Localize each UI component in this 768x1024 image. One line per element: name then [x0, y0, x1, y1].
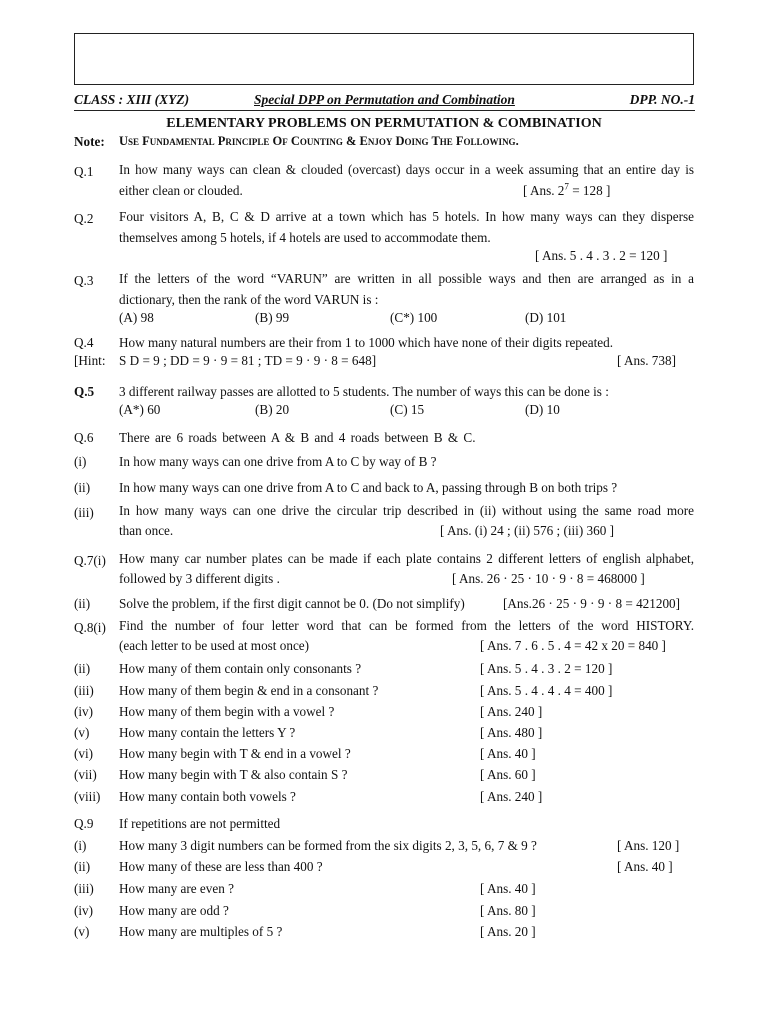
- q1-line2: either clean or clouded.: [119, 183, 243, 198]
- q2-number: Q.2: [74, 211, 94, 226]
- q3-line1: If the letters of the word “VARUN” are written in all possible ways and then are arranged as in a: [119, 271, 694, 286]
- q6-part-num: (i): [74, 454, 87, 469]
- q9-part-num: (i): [74, 838, 87, 853]
- dpp-title: Special DPP on Permutation and Combination: [254, 92, 515, 107]
- q8-part-text: How many of them begin with a vowel ?: [119, 704, 335, 719]
- q5-number: Q.5: [74, 384, 95, 399]
- q8-part-answer: [ Ans. 5 . 4 . 4 . 4 = 400 ]: [480, 683, 613, 698]
- q4-answer: [ Ans. 738]: [617, 353, 676, 368]
- q9-part-text: How many are odd ?: [119, 903, 229, 918]
- q8-part-num: (iv): [74, 704, 94, 719]
- q8-part-text: How many begin with T & end in a vowel ?: [119, 746, 351, 761]
- q6-line-cont: than once.: [119, 523, 174, 538]
- q9-part-answer: [ Ans. 40 ]: [480, 881, 536, 896]
- q9-part-text: How many of these are less than 400 ?: [119, 859, 323, 874]
- q4-line1: How many natural numbers are their from 1 to 1000 which have none of their digits repeated.: [119, 335, 614, 350]
- q9-number: Q.9: [74, 816, 94, 831]
- q7-line3: Solve the problem, if the first digit cannot be 0. (Do not simplify): [119, 596, 465, 611]
- q8-answer-1: [ Ans. 7 . 6 . 5 . 4 = 42 x 20 = 840 ]: [480, 638, 666, 653]
- q3-option-b: (B) 99: [255, 310, 290, 325]
- q8-part-text: How many contain both vowels ?: [119, 789, 296, 804]
- q8-part-num: (viii): [74, 789, 101, 804]
- q8-part-text: How many of them begin & end in a consonant ?: [119, 683, 379, 698]
- q8-part-num: (iii): [74, 683, 94, 698]
- header-blank-box: [74, 33, 694, 85]
- q7-number: Q.7(i): [74, 553, 106, 568]
- q5-line1: 3 different railway passes are allotted to 5 students. The number of ways this can be done is :: [119, 384, 609, 399]
- q8-part-text: How many begin with T & also contain S ?: [119, 767, 348, 782]
- q5-option-d: (D) 10: [525, 402, 560, 417]
- q6-part-text: In how many ways can one drive from A to C and back to A, passing through B on both trips ?: [119, 480, 618, 495]
- q8-part-answer: [ Ans. 240 ]: [480, 704, 543, 719]
- q9-part-num: (ii): [74, 859, 91, 874]
- q8-part-answer: [ Ans. 40 ]: [480, 746, 536, 761]
- q8-part-num: (v): [74, 725, 90, 740]
- class-label: CLASS : XIII (XYZ): [74, 92, 190, 107]
- q9-part-answer: [ Ans. 80 ]: [480, 903, 536, 918]
- q6-part-num: (ii): [74, 480, 91, 495]
- q9-part-num: (v): [74, 924, 90, 939]
- q8-part-answer: [ Ans. 60 ]: [480, 767, 536, 782]
- q3-line2: dictionary, then the rank of the word VARUN is :: [119, 292, 379, 307]
- q6-part-text: In how many ways can one drive the circular trip described in (ii) without using the same road more: [119, 503, 694, 518]
- q8-part-text: How many contain the letters Y ?: [119, 725, 296, 740]
- q8-line2: (each letter to be used at most once): [119, 638, 310, 653]
- q9-part-answer: [ Ans. 20 ]: [480, 924, 536, 939]
- q5-option-c: (C) 15: [390, 402, 425, 417]
- q6-line1: There are 6 roads between A & B and 4 roads between B & C.: [119, 430, 476, 445]
- q7-part-num: (ii): [74, 596, 91, 611]
- q3-option-d: (D) 101: [525, 310, 567, 325]
- q9-part-text: How many 3 digit numbers can be formed from the six digits 2, 3, 5, 6, 7 & 9 ?: [119, 838, 537, 853]
- q2-line2: themselves among 5 hotels, if 4 hotels are used to accommodate them.: [119, 230, 491, 245]
- note-label: Note:: [74, 134, 105, 149]
- q3-option-a: (A) 98: [119, 310, 154, 325]
- q8-part-answer: [ Ans. 480 ]: [480, 725, 543, 740]
- q8-part-num: (ii): [74, 661, 91, 676]
- q8-part-answer: [ Ans. 240 ]: [480, 789, 543, 804]
- q6-part-num: (iii): [74, 505, 94, 520]
- q8-part-answer: [ Ans. 5 . 4 . 3 . 2 = 120 ]: [480, 661, 613, 676]
- q6-part-text: In how many ways can one drive from A to C by way of B ?: [119, 454, 437, 469]
- q6-answer: [ Ans. (i) 24 ; (ii) 576 ; (iii) 360 ]: [440, 523, 614, 538]
- q7-answer-2: [Ans.26 · 25 · 9 · 9 · 8 = 421200]: [503, 596, 681, 611]
- q9-part-answer: [ Ans. 120 ]: [617, 838, 680, 853]
- q8-part-num: (vi): [74, 746, 94, 761]
- q2-answer: [ Ans. 5 . 4 . 3 . 2 = 120 ]: [535, 248, 668, 263]
- q5-option-a: (A*) 60: [119, 402, 161, 417]
- dpp-number: DPP. NO.-1: [629, 92, 695, 107]
- q8-part-text: How many of them contain only consonants ?: [119, 661, 362, 676]
- q4-number: Q.4: [74, 335, 94, 350]
- note-text: Use Fundamental Principle Of Counting & Enjoy Doing The Following.: [119, 134, 519, 148]
- q7-answer-1: [ Ans. 26 · 25 · 10 · 9 · 8 = 468000 ]: [452, 571, 645, 586]
- q6-number: Q.6: [74, 430, 94, 445]
- q4-hint: S D = 9 ; DD = 9 · 9 = 81 ; TD = 9 · 9 · 8 = 648]: [119, 353, 377, 368]
- page-title: ELEMENTARY PROBLEMS ON PERMUTATION & COMBINATION: [166, 116, 602, 131]
- q9-part-num: (iv): [74, 903, 94, 918]
- header-bar: [74, 92, 695, 111]
- q1-number: Q.1: [74, 164, 94, 179]
- q5-option-b: (B) 20: [255, 402, 290, 417]
- q3-number: Q.3: [74, 273, 94, 288]
- q1-answer: [ Ans. $2^7 = 128$ ]: [523, 181, 611, 198]
- q2-line1: Four visitors A, B, C & D arrive at a town which has 5 hotels. In how many ways can they disperse: [119, 209, 694, 224]
- q7-line2: followed by 3 different digits .: [119, 571, 280, 586]
- q8-part-num: (vii): [74, 767, 97, 782]
- q7-line1: How many car number plates can be made if each plate contains 2 different letters of english alphabet,: [119, 551, 694, 566]
- q3-option-c: (C*) 100: [390, 310, 438, 325]
- q4-hint-label: [Hint:: [74, 353, 106, 368]
- q1-line1: In how many ways can clean & clouded (overcast) days occur in a week assuming that an entire day is: [119, 162, 694, 177]
- q8-line1: Find the number of four letter word that can be formed from the letters of the word HISTORY.: [119, 618, 694, 633]
- q9-part-num: (iii): [74, 881, 94, 896]
- q9-part-text: How many are multiples of 5 ?: [119, 924, 283, 939]
- q9-part-answer: [ Ans. 40 ]: [617, 859, 673, 874]
- q8-number: Q.8(i): [74, 620, 106, 635]
- q9-line1: If repetitions are not permitted: [119, 816, 281, 831]
- q9-part-text: How many are even ?: [119, 881, 234, 896]
